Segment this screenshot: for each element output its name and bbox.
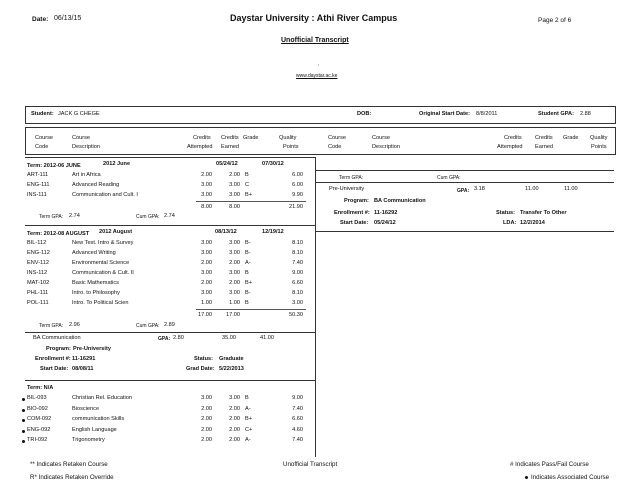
course-att: 2.00 bbox=[201, 260, 212, 266]
course-grade: B- bbox=[245, 250, 251, 256]
course-code: POL-111 bbox=[27, 300, 49, 306]
term1-start: 05/24/12 bbox=[216, 161, 238, 167]
course-earn: 2.00 bbox=[229, 405, 240, 412]
col-code-r: Code bbox=[328, 144, 342, 150]
col-course-r: Course bbox=[328, 135, 347, 141]
course-grade: B- bbox=[245, 240, 251, 246]
course-desc: Intro. to Philosophy bbox=[72, 290, 120, 296]
course-att: 3.00 bbox=[201, 250, 212, 256]
program-left-program-label: Program: bbox=[46, 346, 71, 352]
course-qp: 3.00 bbox=[292, 300, 303, 306]
term2-total-attempted: 17.00 bbox=[198, 312, 212, 318]
course-att: 2.00 bbox=[201, 416, 212, 422]
course-desc: Trigonometry bbox=[72, 437, 105, 443]
course-att: 3.00 bbox=[201, 290, 212, 296]
associated-bullet-icon bbox=[22, 419, 25, 422]
col-credits-earned: Credits bbox=[221, 135, 239, 141]
course-code: PHL-111 bbox=[27, 290, 49, 296]
col-course: Course bbox=[35, 135, 54, 141]
website-link[interactable]: www.daystar.ac.ke bbox=[296, 73, 338, 79]
course-grade: B+ bbox=[245, 192, 252, 198]
course-desc: Advanced Writing bbox=[72, 250, 116, 256]
term2-total-rule bbox=[196, 309, 306, 310]
col-grade-r: Grade bbox=[563, 135, 579, 141]
term1-name: 2012 June bbox=[103, 161, 131, 167]
student-gpa-value: 2.88 bbox=[580, 111, 591, 117]
term1-gpa-value: 2.74 bbox=[69, 213, 80, 219]
course-code: MAT-102 bbox=[27, 280, 50, 286]
course-qp: 6.60 bbox=[292, 416, 303, 422]
start-date-value: 8/8/2011 bbox=[476, 111, 498, 117]
term2-label: Term: 2012-08 AUGUST bbox=[27, 231, 90, 237]
course-desc: Environmental Science bbox=[72, 260, 130, 266]
right-program-label: Program: bbox=[344, 198, 369, 204]
term2-start: 08/13/12 bbox=[215, 229, 237, 235]
course-grade: C bbox=[245, 182, 250, 188]
col-grade: Grade bbox=[243, 135, 259, 141]
course-desc: New Test. Intro & Survey bbox=[72, 240, 134, 246]
term2-gpa-label: Term GPA: bbox=[39, 323, 64, 329]
term1-end: 07/30/12 bbox=[262, 161, 284, 167]
course-desc: Basic Mathematics bbox=[72, 280, 119, 286]
term3-label: Term: N/A bbox=[27, 385, 54, 391]
term1-total-rule bbox=[196, 201, 306, 202]
associated-bullet-icon bbox=[22, 440, 25, 443]
header-comma: , bbox=[318, 61, 320, 67]
course-code: INS-112 bbox=[27, 270, 48, 276]
course-qp: 7.40 bbox=[292, 437, 303, 443]
program-left-start-label: Start Date: bbox=[40, 366, 69, 372]
course-qp: 8.10 bbox=[292, 240, 303, 246]
course-qp: 9.90 bbox=[292, 192, 303, 198]
right-lda-value: 12/2/2014 bbox=[520, 220, 545, 226]
course-desc: Art in Africa bbox=[72, 172, 101, 178]
col-quality-r: Quality bbox=[590, 135, 608, 141]
course-code: ENG-092 bbox=[27, 426, 51, 433]
term1-label: Term: 2012-06 JUNE bbox=[27, 163, 81, 169]
program-left-credits: 35.00 bbox=[222, 335, 236, 341]
course-att: 3.00 bbox=[201, 182, 212, 188]
course-att: 3.00 bbox=[201, 192, 212, 198]
footer-override: R* Indicates Retaken Override bbox=[30, 474, 114, 481]
course-earn: 1.00 bbox=[229, 300, 240, 306]
col-description-r: Description bbox=[372, 144, 400, 150]
right-gpa-label: GPA: bbox=[457, 188, 470, 194]
course-grade: B bbox=[245, 270, 249, 276]
term1-cum-gpa-label: Cum GPA: bbox=[136, 214, 160, 220]
associated-bullet-icon bbox=[525, 476, 528, 479]
course-grade: B bbox=[245, 300, 249, 306]
date-label: Date: bbox=[32, 16, 49, 23]
col-points: Points bbox=[283, 144, 299, 150]
course-grade: B bbox=[245, 172, 249, 178]
course-grade: A- bbox=[245, 260, 251, 266]
footer-passfail: # Indicates Pass/Fail Course bbox=[510, 461, 589, 468]
course-earn: 2.00 bbox=[229, 416, 240, 422]
course-grade: B- bbox=[245, 290, 251, 296]
course-earn: 3.00 bbox=[229, 290, 240, 296]
right-credits: 11.00 bbox=[525, 186, 539, 192]
course-att: 3.00 bbox=[201, 395, 212, 401]
col-credits-r: Credits bbox=[504, 135, 522, 141]
transcript-subtitle: Unofficial Transcript bbox=[281, 37, 349, 44]
page-number: Page 2 of 6 bbox=[538, 17, 572, 24]
program-left-program-value: Pre-University bbox=[73, 346, 111, 352]
program-left-start-value: 08/08/11 bbox=[72, 366, 94, 372]
course-desc: Bioscience bbox=[72, 405, 100, 412]
course-att: 2.00 bbox=[201, 405, 212, 412]
course-qp: 9.00 bbox=[292, 395, 303, 401]
course-qp: 8.10 bbox=[292, 290, 303, 296]
term2-total-points: 50.30 bbox=[289, 312, 303, 318]
course-att: 3.00 bbox=[201, 270, 212, 276]
program-left-grad-value: 5/22/2013 bbox=[219, 366, 244, 372]
course-code: BIO-092 bbox=[27, 405, 48, 412]
associated-bullet-icon bbox=[22, 409, 25, 412]
right-program-value: BA Communication bbox=[374, 198, 426, 204]
student-gpa-label: Student GPA: bbox=[538, 111, 574, 117]
course-code: ENG-111 bbox=[27, 182, 50, 188]
right-start-value: 05/24/12 bbox=[374, 220, 396, 226]
course-desc: communication Skills bbox=[72, 416, 125, 422]
course-grade: A- bbox=[245, 437, 251, 443]
column-header-box bbox=[25, 127, 616, 155]
course-grade: A- bbox=[245, 405, 251, 412]
course-qp: 7.40 bbox=[292, 405, 303, 412]
term3-top-rule bbox=[25, 380, 315, 381]
program-left-grad-label: Grad Date: bbox=[186, 366, 215, 372]
right-start-label: Start Date: bbox=[340, 220, 369, 226]
university-title: Daystar University : Athi River Campus bbox=[230, 13, 398, 23]
column-divider bbox=[315, 157, 316, 457]
program-left-gpa-label: GPA: bbox=[158, 336, 171, 342]
course-att: 2.00 bbox=[201, 426, 212, 433]
program-left-enroll-label: Enrollment #: bbox=[35, 356, 71, 362]
col-attempted: Attempted bbox=[187, 144, 213, 150]
term2-end: 12/19/12 bbox=[262, 229, 284, 235]
program-left-name: BA Communication bbox=[33, 335, 81, 341]
col-description: Description bbox=[72, 144, 100, 150]
program-left-enroll-value: 11-16291 bbox=[72, 356, 96, 362]
dob-label: DOB: bbox=[357, 111, 372, 117]
col-course2-r: Course bbox=[372, 135, 391, 141]
footer-retaken: ** Indicates Retaken Course bbox=[30, 461, 108, 468]
course-earn: 2.00 bbox=[229, 437, 240, 443]
course-grade: B+ bbox=[245, 416, 252, 422]
course-code: ENG-112 bbox=[27, 250, 50, 256]
col-course2: Course bbox=[72, 135, 91, 141]
program-left-points: 41.00 bbox=[260, 335, 274, 341]
course-qp: 9.00 bbox=[292, 270, 303, 276]
right-enroll-value: 11-16292 bbox=[374, 210, 398, 216]
course-att: 2.00 bbox=[201, 437, 212, 443]
term1-total-earned: 8.00 bbox=[229, 204, 240, 210]
term1-top-rule bbox=[25, 157, 315, 158]
right-pre-university: Pre-University bbox=[329, 186, 365, 192]
course-desc: Christian Rel. Education bbox=[72, 395, 133, 401]
term2-name: 2012 August bbox=[99, 229, 133, 235]
col-earned-r: Earned bbox=[535, 144, 554, 150]
term1-cum-gpa-value: 2.74 bbox=[164, 213, 175, 219]
associated-bullet-icon bbox=[22, 430, 25, 433]
term2-cum-gpa-value: 2.89 bbox=[164, 322, 175, 328]
right-bottom-rule bbox=[316, 231, 614, 232]
course-earn: 3.00 bbox=[229, 250, 240, 256]
course-code: ART-111 bbox=[27, 172, 49, 178]
associated-bullet-icon bbox=[22, 398, 25, 401]
course-earn: 2.00 bbox=[229, 426, 240, 433]
right-status-label: Status: bbox=[496, 210, 515, 216]
course-code: BIL-093 bbox=[27, 395, 47, 401]
course-qp: 6.00 bbox=[292, 172, 303, 178]
course-grade: B+ bbox=[245, 280, 252, 286]
course-desc: Intro. To Political Scien bbox=[72, 300, 129, 306]
course-qp: 7.40 bbox=[292, 260, 303, 266]
col-attempted-r: Attempted bbox=[497, 144, 523, 150]
course-earn: 3.00 bbox=[229, 395, 240, 401]
program-left-gpa-value: 2.80 bbox=[173, 335, 184, 341]
date-value: 06/13/15 bbox=[54, 15, 82, 22]
course-qp: 6.60 bbox=[292, 280, 303, 286]
course-grade: B bbox=[245, 395, 249, 401]
start-date-label: Original Start Date: bbox=[419, 111, 470, 117]
right-points: 11.00 bbox=[564, 186, 578, 192]
course-earn: 2.00 bbox=[229, 280, 240, 286]
course-att: 3.00 bbox=[201, 240, 212, 246]
course-att: 2.00 bbox=[201, 172, 212, 178]
course-qp: 4.60 bbox=[292, 426, 303, 433]
course-att: 1.00 bbox=[201, 300, 212, 306]
course-qp: 6.00 bbox=[292, 182, 303, 188]
course-earn: 3.00 bbox=[229, 240, 240, 246]
footer-associated: Indicates Associated Course bbox=[531, 474, 610, 481]
course-desc: Communication & Cult. II bbox=[72, 270, 134, 276]
term1-total-attempted: 8.00 bbox=[201, 204, 212, 210]
col-quality: Quality bbox=[279, 135, 297, 141]
course-desc: Communication and Cult. I bbox=[72, 192, 138, 198]
col-code: Code bbox=[35, 144, 49, 150]
student-label: Student: bbox=[31, 111, 54, 117]
term2-total-earned: 17.00 bbox=[226, 312, 240, 318]
course-earn: 2.00 bbox=[229, 172, 240, 178]
right-status-value: Transfer To Other bbox=[520, 210, 567, 216]
right-lda-label: LDA: bbox=[503, 220, 517, 226]
student-name: JACK G CHEGE bbox=[58, 111, 100, 117]
course-earn: 3.00 bbox=[229, 270, 240, 276]
course-code: INS-111 bbox=[27, 192, 47, 198]
term2-top-rule bbox=[25, 225, 315, 226]
col-credits-earned-r: Credits bbox=[535, 135, 553, 141]
course-code: BIL-112 bbox=[27, 240, 47, 246]
course-grade: C+ bbox=[245, 426, 253, 433]
right-term-gpa-label: Term GPA: bbox=[339, 175, 364, 181]
program-left-status-value: Graduate bbox=[219, 356, 244, 362]
col-points-r: Points bbox=[591, 144, 607, 150]
term1-gpa-label: Term GPA: bbox=[39, 214, 64, 220]
course-code: TRI-092 bbox=[27, 437, 48, 443]
program-left-top-rule bbox=[25, 332, 315, 333]
course-desc: Advanced Reading bbox=[72, 182, 120, 188]
course-earn: 2.00 bbox=[229, 260, 240, 266]
footer-center: Unofficial Transcript bbox=[283, 461, 338, 468]
program-left-status-label: Status: bbox=[194, 356, 213, 362]
course-desc: English Language bbox=[72, 426, 117, 433]
col-earned: Earned bbox=[221, 144, 240, 150]
course-code: COM-092 bbox=[27, 416, 52, 422]
right-top-rule bbox=[316, 170, 614, 171]
right-gpa-value: 3.18 bbox=[474, 186, 485, 192]
term1-total-points: 21.90 bbox=[289, 204, 303, 210]
course-code: ENV-112 bbox=[27, 260, 49, 266]
right-mid-rule bbox=[316, 182, 614, 183]
student-info-box bbox=[25, 106, 616, 124]
col-credits: Credits bbox=[193, 135, 211, 141]
course-att: 2.00 bbox=[201, 280, 212, 286]
term2-gpa-value: 2.96 bbox=[69, 322, 80, 328]
term2-cum-gpa-label: Cum GPA: bbox=[136, 323, 160, 329]
right-cum-gpa-label: Cum GPA: bbox=[437, 175, 461, 181]
course-qp: 8.10 bbox=[292, 250, 303, 256]
course-earn: 3.00 bbox=[229, 182, 240, 188]
course-earn: 3.00 bbox=[229, 192, 240, 198]
right-enroll-label: Enrollment #: bbox=[334, 210, 370, 216]
